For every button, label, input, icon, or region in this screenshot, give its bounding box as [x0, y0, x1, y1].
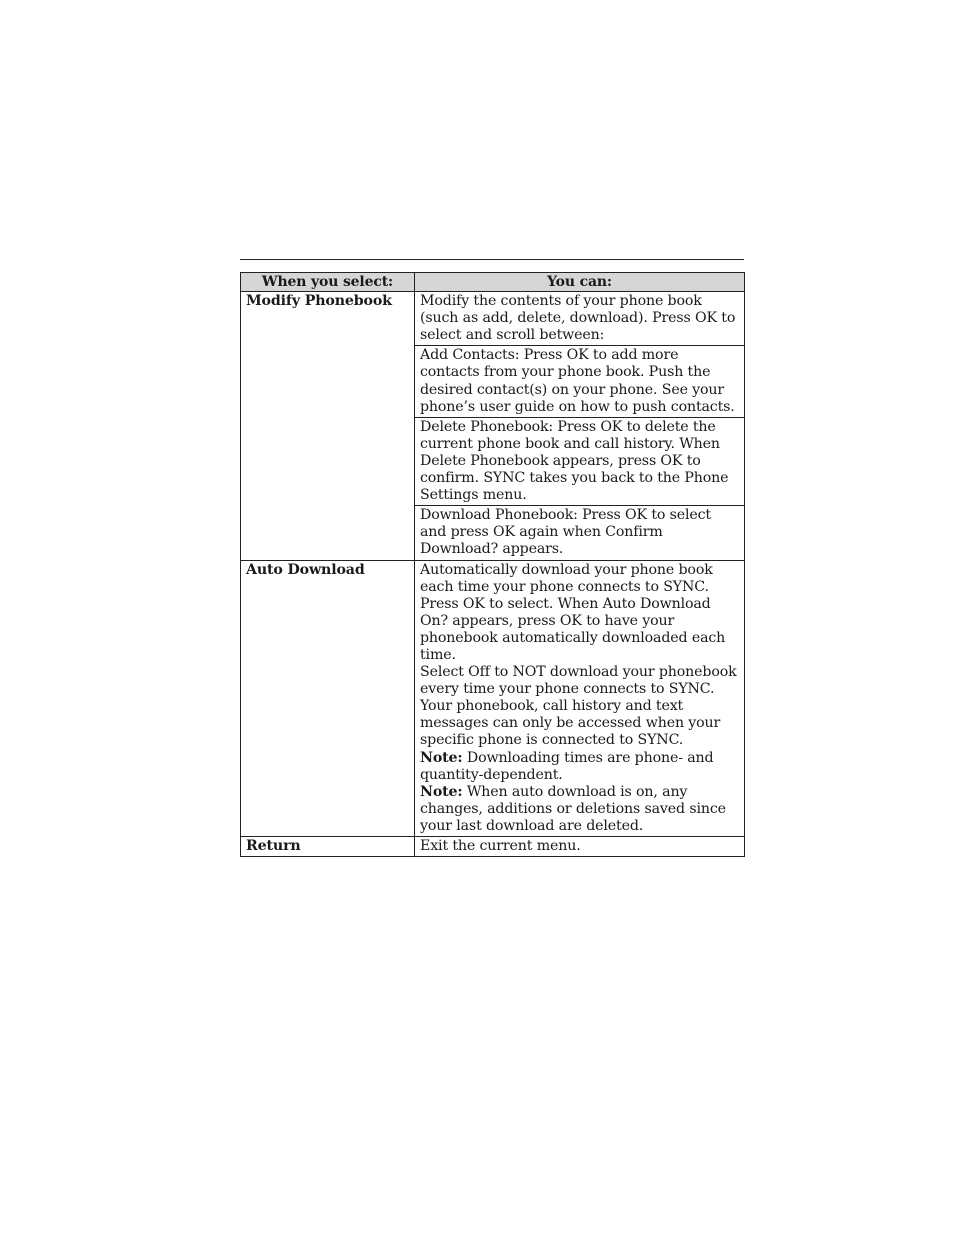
- return-label: Return: [241, 837, 415, 857]
- auto-download-description: [415, 560, 745, 837]
- header-you-can: You can:: [415, 273, 745, 292]
- phonebook-settings-table: [240, 272, 745, 857]
- note-2: [420, 784, 740, 835]
- auto-download-para-1: Automatically download your phone book each time your phone connects to SYNC. Press OK to select. When Auto Download On? appears, press OK to have your phonebook automatically downloaded each time.: [420, 561, 726, 663]
- auto-download-para-2: Select Off to NOT download your phonebook every time your phone connects to SYNC. Your phonebook, call history and text messages can only be accessed when your specific phone is connected to SYNC.: [420, 664, 737, 749]
- table-header-row: [241, 273, 745, 292]
- modify-phonebook-label: Modify Phonebook: [241, 292, 415, 560]
- table-row: [241, 837, 745, 857]
- modify-phonebook-description: Modify the contents of your phone book (such as add, delete, download). Press OK to select and scroll between:: [415, 292, 745, 346]
- delete-phonebook-description: Delete Phonebook: Press OK to delete the current phone book and call history. When Delete Phonebook appears, press OK to confirm. SYNC takes you back to the Phone Settings menu.: [415, 417, 745, 505]
- download-phonebook-description: Download Phonebook: Press OK to select and press OK again when Confirm Download? appears.: [415, 506, 745, 560]
- return-description: Exit the current menu.: [415, 837, 745, 857]
- note-1: [420, 750, 740, 784]
- header-when-you-select: When you select:: [241, 273, 415, 292]
- add-contacts-description: Add Contacts: Press OK to add more contacts from your phone book. Push the desired contact(s) on your phone. See your phone’s user guide on how to push contacts.: [415, 346, 745, 417]
- note-1-label: Note:: [420, 749, 463, 766]
- note-2-label: Note:: [420, 783, 463, 800]
- auto-download-label: Auto Download: [241, 560, 415, 837]
- note-1-text: Downloading times are phone- and quantity-dependent.: [420, 749, 714, 783]
- table-row: [241, 292, 745, 346]
- top-rule: [240, 259, 744, 260]
- table-row: [241, 560, 745, 837]
- note-2-text: When auto download is on, any changes, additions or deletions saved since your last download are deleted.: [420, 783, 726, 834]
